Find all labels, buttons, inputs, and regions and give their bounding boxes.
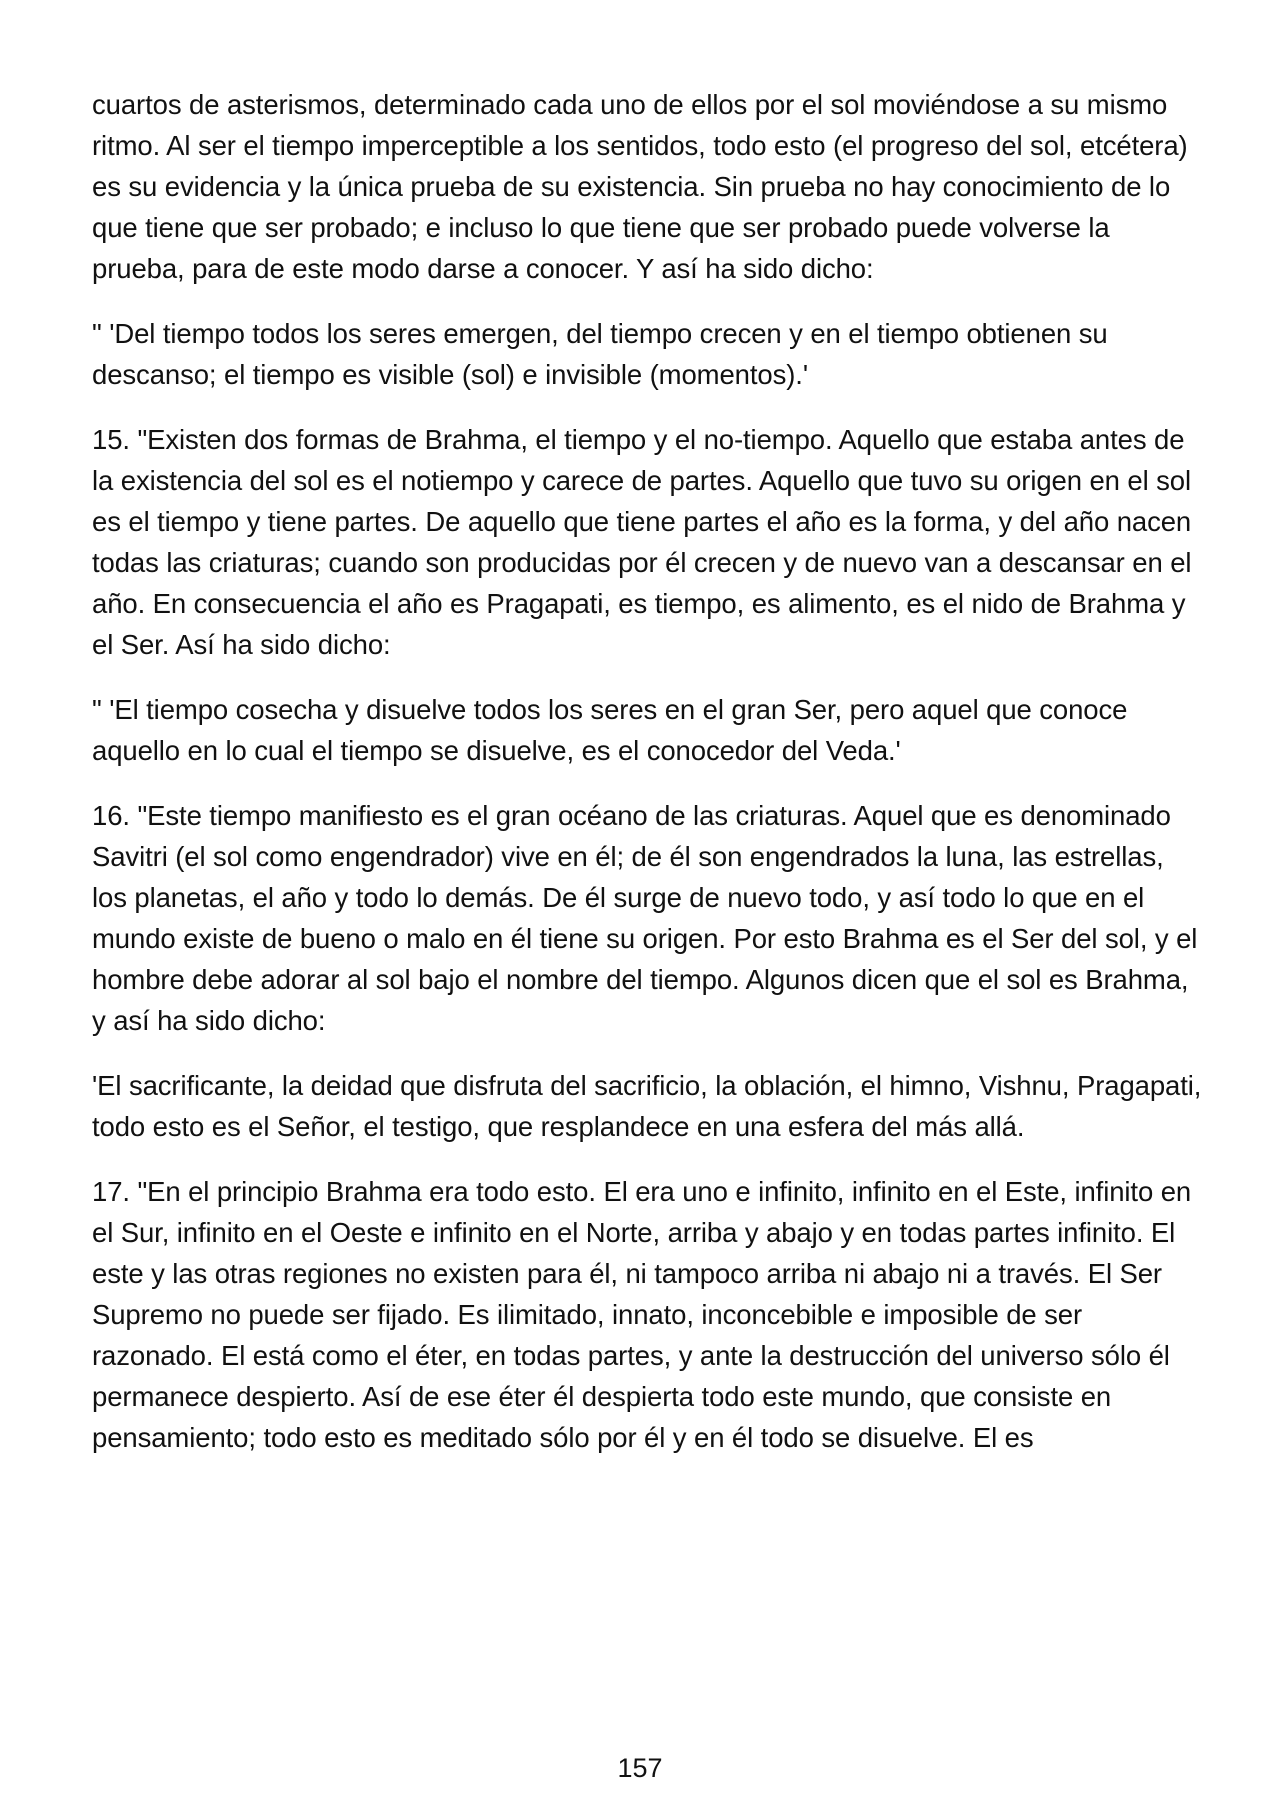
paragraph-2-quote: " 'Del tiempo todos los seres emergen, del tiempo crecen y en el tiempo obtienen su descanso; el tiempo es visible (sol) e invisible (momentos).': [92, 318, 1108, 390]
page-number: 157: [617, 1753, 663, 1783]
page-body: [92, 84, 1202, 1482]
paragraph-5-section-16: 16. "Este tiempo manifiesto es el gran océano de las criaturas. Aquel que es denominado Savitri (el sol como engendrador) vive en él; de él son engendrados la luna, las estrellas, los planetas, el año y todo lo demás. De él surge de nuevo todo, y así todo lo que en el mundo existe de bueno o malo en él tiene su origen. Por esto Brahma es el Ser del sol, y el hombre debe adorar al sol bajo el nombre del tiempo. Algunos dicen que el sol es Brahma, y así ha sido dicho:: [92, 800, 1198, 1036]
paragraph-6-quote: 'El sacrificante, la deidad que disfruta del sacrificio, la oblación, el himno, Vishnu, Pragapati, todo esto es el Señor, el testigo, que resplandece en una esfera del más allá.: [92, 1070, 1202, 1142]
paragraph-3-section-15: 15. "Existen dos formas de Brahma, el tiempo y el no-tiempo. Aquello que estaba antes de la existencia del sol es el notiempo y carece de partes. Aquello que tuvo su origen en el sol es el tiempo y tiene partes. De aquello que tiene partes el año es la forma, y del año nacen todas las criaturas; cuando son producidas por él crecen y de nuevo van a descansar en el año. En consecuencia el año es Pragapati, es tiempo, es alimento, es el nido de Brahma y el Ser. Así ha sido dicho:: [92, 424, 1192, 660]
paragraph-1: cuartos de asterismos, determinado cada uno de ellos por el sol moviéndose a su mismo ritmo. Al ser el tiempo imperceptible a los sentidos, todo esto (el progreso del sol, etcétera) es su evidencia y la única prueba de su existencia. Sin prueba no hay conocimiento de lo que tiene que ser probado; e incluso lo que tiene que ser probado puede volverse la prueba, para de este modo darse a conocer. Y así ha sido dicho:: [92, 89, 1188, 284]
paragraph-7-section-17: 17. "En el principio Brahma era todo esto. El era uno e infinito, infinito en el Este, infinito en el Sur, infinito en el Oeste e infinito en el Norte, arriba y abajo y en todas partes infinito. El este y las otras regiones no existen para él, ni tampoco arriba ni abajo ni a través. El Ser Supremo no puede ser fijado. Es ilimitado, innato, inconcebible e imposible de ser razonado. El está como el éter, en todas partes, y ante la destrucción del universo sólo él permanece despierto. Así de ese éter él despierta todo este mundo, que consiste en pensamiento; todo esto es meditado sólo por él y en él todo se disuelve. El es: [92, 1176, 1192, 1453]
paragraph-4-quote: " 'El tiempo cosecha y disuelve todos los seres en el gran Ser, pero aquel que conoce aquello en lo cual el tiempo se disuelve, es el conocedor del Veda.': [92, 694, 1128, 766]
